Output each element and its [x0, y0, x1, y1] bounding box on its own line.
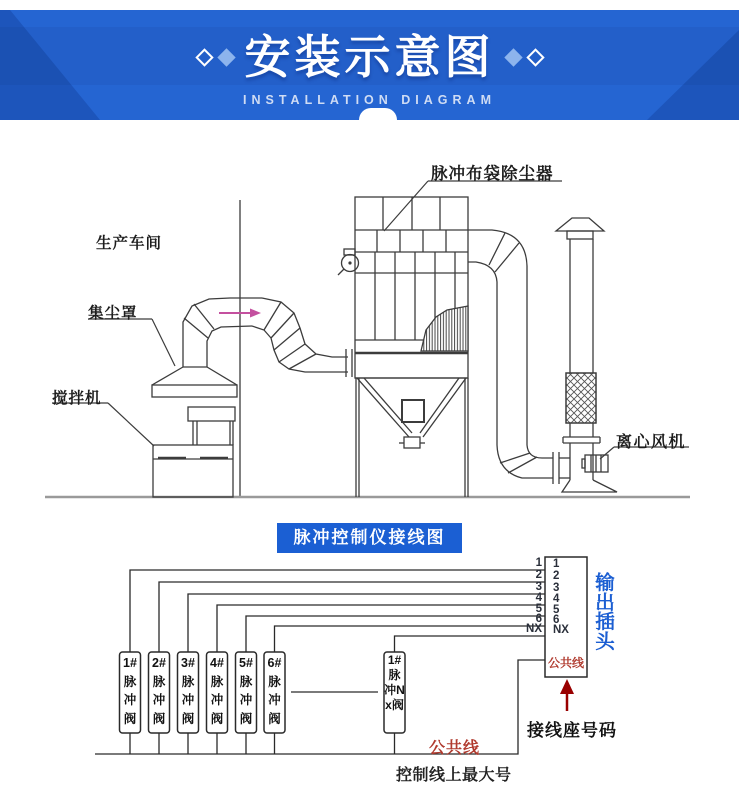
page-title: 安装示意图 — [244, 31, 495, 83]
inlet-duct — [252, 298, 352, 377]
wire-number-6: 6 — [535, 613, 542, 625]
common-line-label: 公共线 — [429, 740, 481, 757]
terminal-nx: NX — [553, 624, 569, 636]
max-number-note: 控制线上最大号 — [396, 767, 512, 784]
terminal-1: 1 — [553, 558, 560, 570]
valve-label-2: 2#脉冲阀 — [152, 656, 166, 726]
valve-label-3: 3#脉冲阀 — [181, 656, 195, 726]
flex-joint-mesh — [566, 373, 596, 423]
wire-3 — [188, 594, 545, 652]
terminal-pointer-up-arrow — [560, 679, 574, 711]
wire-6 — [275, 626, 546, 652]
terminal-5: 5 — [553, 604, 560, 616]
wire-number-5: 5 — [535, 603, 542, 615]
terminal-4: 4 — [553, 593, 560, 605]
terminal-block-number-label: 接线座号码 — [527, 721, 617, 740]
dust-collector — [338, 197, 468, 497]
valve-label-5: 5#脉冲阀 — [239, 656, 253, 726]
outlet-duct — [468, 230, 570, 484]
mixer-machine — [153, 407, 235, 497]
collector-label: 脉冲布袋除尘器 — [431, 165, 554, 183]
valve-label-6: 6#脉冲阀 — [267, 656, 282, 726]
page-subtitle: INSTALLATION DIAGRAM — [243, 93, 496, 107]
hood-label: 集尘罩 — [88, 305, 138, 322]
wire-nx — [395, 636, 546, 652]
wire-number-1: 1 — [535, 557, 542, 569]
terminal-3: 3 — [553, 582, 560, 594]
chimney-stack — [556, 218, 617, 492]
wire-number-nx: NX — [526, 623, 542, 635]
output-plug-label: 输出插头 — [595, 572, 615, 653]
workshop-label: 生产车间 — [96, 235, 163, 252]
fan-label: 离心风机 — [616, 434, 687, 451]
wire-5 — [246, 616, 545, 652]
wire-number-3: 3 — [535, 581, 542, 593]
valve-label-1: 1#脉冲阀 — [123, 656, 137, 726]
terminal-2: 2 — [553, 570, 560, 582]
wire-number-4: 4 — [535, 592, 542, 604]
valve-label-nx: 1#脉冲Nx阀 — [384, 653, 405, 712]
filter-bag-hatch — [421, 306, 468, 351]
terminal-6: 6 — [553, 614, 560, 626]
wiring-section-title: 脉冲控制仪接线图 — [277, 523, 462, 553]
wire-number-2: 2 — [535, 569, 542, 581]
installation-diagram — [45, 181, 690, 497]
valve-label-4: 4#脉冲阀 — [210, 656, 224, 726]
mixer-label: 搅拌机 — [52, 390, 102, 407]
wire-4 — [217, 605, 545, 652]
hopper-access-door — [402, 400, 424, 422]
common-line-terminal-label: 公共线 — [548, 656, 585, 670]
